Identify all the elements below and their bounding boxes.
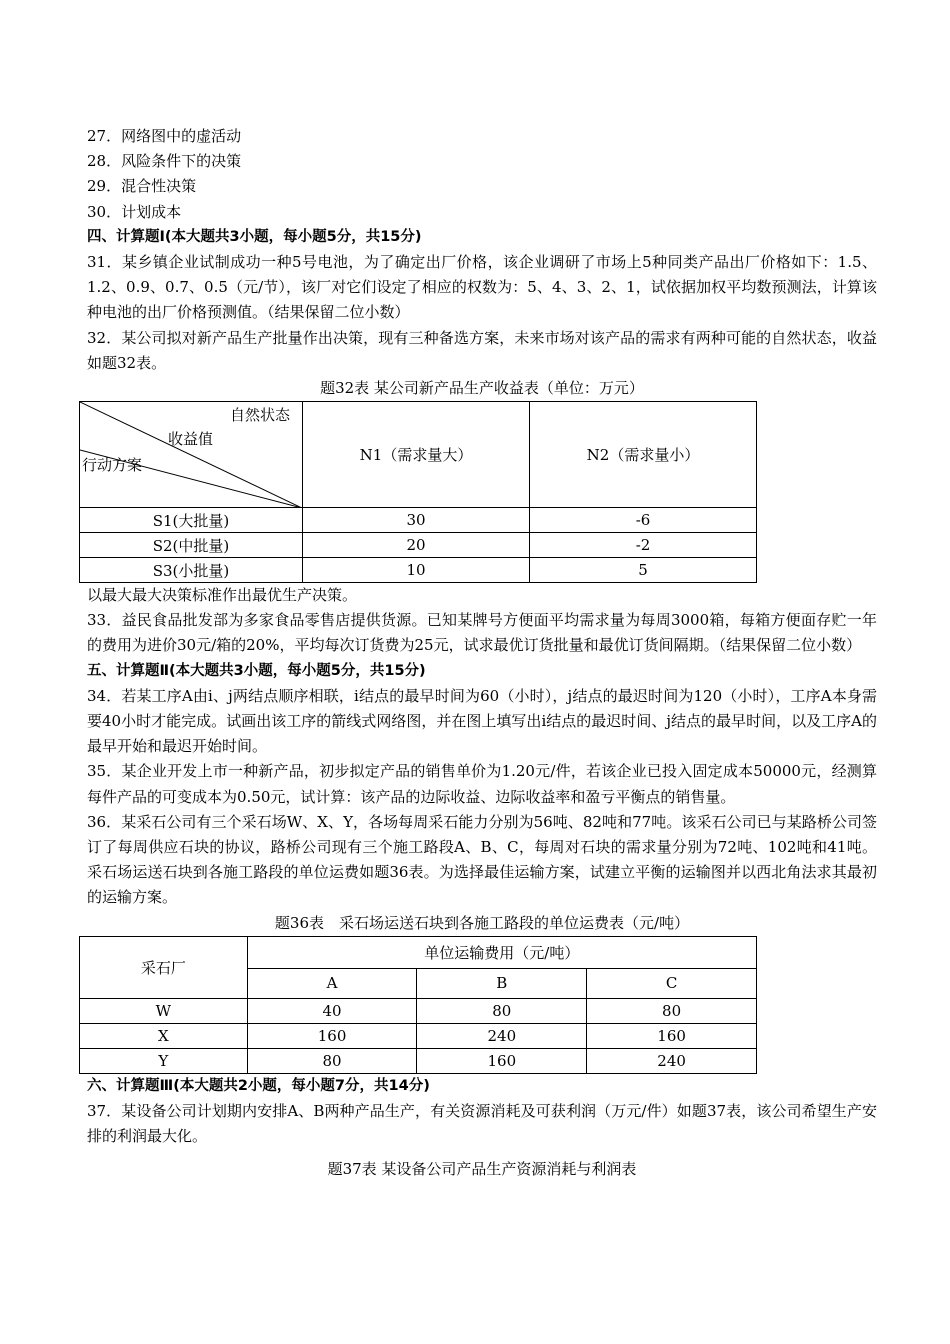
diag-label-natural-state: 自然状态 (230, 406, 291, 425)
question-34: 34．若某工序A由i、j两结点顺序相联，i结点的最早时间为60（小时），j结点的最迟时间为120（小时），工序A本身需要40小时才能完成。试画出该工序的箭线式网络图，并在图上填写出i结点的最迟时间、j结点的最早时间，以及工序A的最早开始和最迟开始时间。 (87, 686, 877, 756)
row-label: Y (80, 1048, 248, 1073)
decision-instruction: 以最大最大决策标准作出最优生产决策。 (87, 586, 358, 605)
cell-value: 80 (587, 998, 757, 1023)
diagonal-header-cell (80, 402, 303, 508)
row-label: S3(小批量) (80, 558, 303, 583)
table-row (80, 533, 757, 558)
term-27: 27．网络图中的虚活动 (87, 127, 242, 145)
section-6-heading: 六、计算题Ⅲ(本大题共2小题，每小题7分，共14分) (87, 1077, 430, 1094)
table-36 (79, 936, 757, 1074)
table-36-caption: 题36表 采石场运送石块到各施工路段的单位运费表（元/吨） (274, 913, 690, 932)
cell-value: 160 (587, 1023, 757, 1048)
cell-value: 30 (303, 508, 530, 533)
header-quarry: 采石厂 (80, 936, 248, 998)
cell-value: 20 (303, 533, 530, 558)
section-5-heading: 五、计算题Ⅱ(本大题共3小题，每小题5分，共15分) (87, 662, 426, 679)
table-row (80, 508, 757, 533)
document-page (82, 124, 877, 1182)
table-32-caption: 题32表 某公司新产品生产收益表（单位：万元） (320, 379, 644, 398)
cell-value: 160 (417, 1048, 587, 1073)
question-32: 32．某公司拟对新产品生产批量作出决策，现有三种备选方案，未来市场对该产品的需求有两种可能的自然状态，收益如题32表。 (87, 328, 877, 372)
row-label: S1(大批量) (80, 508, 303, 533)
section-4-heading: 四、计算题Ⅰ(本大题共3小题，每小题5分，共15分) (87, 228, 422, 245)
table-32 (79, 401, 757, 583)
cell-value: 10 (303, 558, 530, 583)
header-n1: N1（需求量大） (303, 402, 530, 508)
table-row (80, 1023, 757, 1048)
cell-value: 160 (247, 1023, 417, 1048)
cell-value: -2 (530, 533, 757, 558)
header-unit-cost: 单位运输费用（元/吨） (247, 936, 756, 968)
table-row (80, 558, 757, 583)
table-row (80, 998, 757, 1023)
question-36: 36．某采石公司有三个采石场W、X、Y，各场每周采石能力分别为56吨、82吨和77吨。该采石公司已与某路桥公司签订了每周供应石块的协议，路桥公司现有三个施工路段A、B、C，每周对石块的需求量分别为72吨、102吨和41吨。采石场运送石块到各施工路段的单位运费如题36表。为选择最佳运输方案，试建立平衡的运输图并以西北角法求其最初的运输方案。 (87, 812, 877, 907)
term-29: 29．混合性决策 (87, 177, 197, 196)
row-label: S2(中批量) (80, 533, 303, 558)
header-col-b: B (417, 968, 587, 998)
diag-label-payoff: 收益值 (168, 430, 214, 449)
row-label: W (80, 998, 248, 1023)
cell-value: 240 (587, 1048, 757, 1073)
question-37: 37．某设备公司计划期内安排A、B两种产品生产，有关资源消耗及可获利润（万元/件）如题37表，该公司希望生产安排的利润最大化。 (87, 1101, 877, 1146)
question-33: 33．益民食品批发部为多家食品零售店提供货源。已知某牌号方便面平均需求量为每周3000箱，每箱方便面存贮一年的费用为进价30元/箱的20%，平均每次订货费为25元，试求最优订货批量和最优订货间隔期。（结果保留二位小数） (87, 611, 877, 655)
term-28: 28．风险条件下的决策 (87, 152, 242, 171)
table-row (80, 1048, 757, 1073)
table-37-caption: 题37表 某设备公司产品生产资源消耗与利润表 (327, 1160, 637, 1179)
row-label: X (80, 1023, 248, 1048)
header-n2: N2（需求量小） (530, 402, 757, 508)
cell-value: 80 (417, 998, 587, 1023)
diag-label-action: 行动方案 (82, 456, 143, 475)
question-31: 31．某乡镇企业试制成功一种5号电池，为了确定出厂价格，该企业调研了市场上5种同类产品出厂价格如下：1.5、1.2、0.9、0.7、0.5（元/节），该厂对它们设定了相应的权数为：5、4、3、2、1，试依据加权平均数预测法，计算该种电池的出厂价格预测值。（结果保留二位小数） (87, 253, 877, 322)
cell-value: 240 (417, 1023, 587, 1048)
cell-value: 40 (247, 998, 417, 1023)
cell-value: 5 (530, 558, 757, 583)
cell-value: -6 (530, 508, 757, 533)
question-35: 35．某企业开发上市一种新产品，初步拟定产品的销售单价为1.20元/件，若该企业已投入固定成本50000元，经测算每件产品的可变成本为0.50元，试计算：该产品的边际收益、边际收益率和盈亏平衡点的销售量。 (87, 762, 877, 806)
header-col-a: A (247, 968, 417, 998)
cell-value: 80 (247, 1048, 417, 1073)
term-30: 30．计划成本 (87, 202, 182, 221)
header-col-c: C (587, 968, 757, 998)
